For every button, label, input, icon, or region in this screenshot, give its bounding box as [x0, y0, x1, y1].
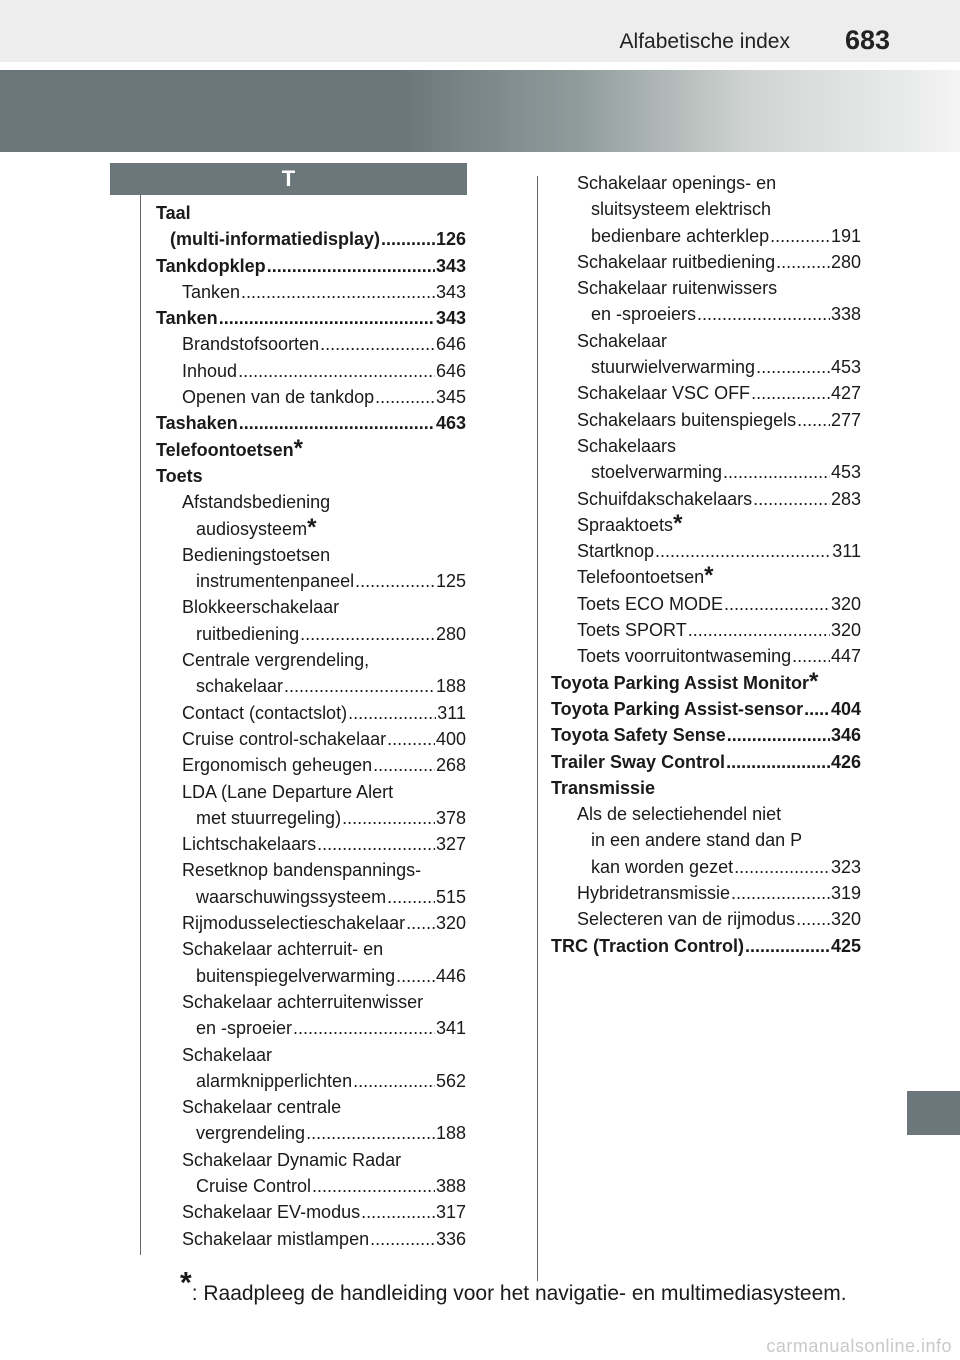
page-reference: 515 — [435, 886, 466, 907]
leader-dots — [688, 617, 830, 643]
entry-text: Toyota Safety Sense — [551, 725, 726, 746]
entry-text: audiosysteem — [196, 518, 308, 539]
index-entry — [156, 463, 466, 489]
page-reference: 343 — [435, 281, 466, 302]
leader-dots — [697, 301, 830, 327]
entry-text: Bedieningstoetsen — [182, 544, 331, 565]
entry-text: Toets — [156, 465, 203, 486]
footnote — [180, 1266, 847, 1306]
index-column-left — [156, 200, 466, 1252]
index-entry — [156, 752, 466, 778]
entry-text: Resetknop bandenspannings- — [182, 860, 422, 881]
entry-text: Telefoontoetsen — [577, 567, 705, 588]
entry-text: in een andere stand dan P — [591, 830, 803, 851]
index-entry — [551, 301, 861, 327]
entry-text: vergrendeling — [196, 1123, 306, 1144]
page-reference: 404 — [830, 698, 861, 719]
page-reference: 277 — [830, 409, 861, 430]
leader-dots — [387, 726, 435, 752]
leader-dots — [724, 591, 830, 617]
index-entry — [551, 433, 861, 459]
leader-dots — [381, 226, 435, 252]
leader-dots — [406, 910, 435, 936]
entry-text: Schakelaar — [182, 1044, 273, 1065]
page-reference: 320 — [435, 913, 466, 934]
leader-dots — [267, 253, 435, 279]
entry-text: Schakelaar openings- en — [577, 173, 777, 193]
index-entry — [156, 331, 466, 357]
page-reference: 320 — [830, 620, 861, 641]
index-entry — [551, 880, 861, 906]
leader-dots — [317, 831, 435, 857]
index-entry — [551, 249, 861, 275]
entry-text: Centrale vergrendeling, — [182, 650, 370, 671]
entry-text: Schuifdakschakelaars — [577, 488, 753, 509]
entry-text: Contact (contactslot) — [182, 702, 348, 723]
index-entry — [551, 223, 861, 249]
page-reference: 562 — [435, 1070, 466, 1091]
index-entry — [156, 305, 466, 331]
index-entry — [156, 936, 466, 962]
index-entry — [551, 617, 861, 643]
watermark: carmanualsonline.info — [766, 1336, 952, 1356]
page-reference: 646 — [435, 334, 466, 355]
entry-text: Tashaken — [156, 413, 238, 434]
page-reference: 453 — [830, 357, 861, 378]
page-number: 683 — [844, 25, 890, 55]
entry-text: Inhoud — [182, 360, 238, 381]
page-reference: 400 — [435, 728, 466, 749]
entry-text: Blokkeerschakelaar — [182, 597, 340, 618]
page-reference: 426 — [830, 751, 861, 772]
entry-text: Tanken — [156, 308, 218, 329]
entry-text: Telefoontoetsen — [156, 439, 294, 460]
index-entry — [156, 673, 466, 699]
index-entry — [551, 170, 861, 196]
entry-text: Schakelaar achterruit- en — [182, 939, 384, 960]
entry-text: (multi-informatiedisplay) — [170, 229, 381, 250]
page-reference: 343 — [435, 255, 466, 276]
leader-dots — [373, 752, 435, 778]
entry-text: Toets SPORT — [577, 620, 687, 641]
index-entry — [156, 200, 466, 226]
leader-dots — [396, 963, 435, 989]
page-reference: 463 — [435, 413, 466, 434]
page-reference: 341 — [435, 1018, 466, 1039]
index-entry: audiosysteem * — [196, 515, 317, 541]
index-entry — [156, 1147, 466, 1173]
entry-text: Toyota Parking Assist-sensor — [551, 698, 804, 719]
entry-text: sluitsysteem elektrisch — [591, 199, 772, 220]
index-entry — [156, 1226, 466, 1252]
index-entry: Telefoontoetsen * — [156, 436, 304, 462]
index-entry — [156, 410, 466, 436]
index-entry — [156, 1173, 466, 1199]
entry-text: Schakelaar — [577, 330, 668, 351]
index-entry — [156, 384, 466, 410]
index-entry — [156, 253, 466, 279]
index-entry: Toyota Parking Assist Monitor * — [551, 669, 819, 695]
page-reference: 268 — [435, 755, 466, 776]
entry-text: Schakelaar ruitbediening — [577, 251, 776, 272]
entry-text: en -sproeier — [196, 1018, 293, 1039]
entry-text: Toets voorruitontwaseming — [577, 646, 792, 667]
index-entry — [551, 749, 861, 775]
section-title: Alfabetische index — [619, 30, 790, 53]
page-reference: 320 — [830, 909, 861, 930]
index-entry — [551, 933, 861, 959]
index-entry — [156, 1094, 466, 1120]
index-entry — [156, 594, 466, 620]
index-entry — [551, 354, 861, 380]
index-entry: Spraaktoets * — [577, 511, 683, 537]
entry-text: alarmknipperlichten — [196, 1070, 353, 1091]
page-reference: 280 — [435, 623, 466, 644]
entry-text: Schakelaar EV-modus — [182, 1202, 361, 1223]
entry-text: Lichtschakelaars — [182, 834, 317, 855]
leader-dots — [312, 1173, 435, 1199]
entry-text: Brandstofsoorten — [182, 334, 320, 355]
index-entry: Telefoontoetsen * — [577, 564, 714, 590]
page-reference: 453 — [830, 462, 861, 483]
entry-text: instrumentenpaneel — [196, 571, 355, 592]
index-entry — [156, 489, 466, 515]
leader-dots — [796, 906, 830, 932]
entry-text: Selecteren van de rijmodus — [577, 909, 796, 930]
entry-text: Openen van de tankdop — [182, 387, 375, 408]
page-header — [0, 0, 960, 62]
entry-text: Toets ECO MODE — [577, 593, 724, 614]
page-reference: 427 — [830, 383, 861, 404]
index-entry — [551, 591, 861, 617]
index-entry — [156, 805, 466, 831]
entry-text: Cruise control-schakelaar — [182, 728, 387, 749]
page-reference: 338 — [830, 304, 861, 325]
entry-text: ruitbediening — [196, 623, 300, 644]
page-reference: 345 — [435, 387, 466, 408]
index-entry — [551, 196, 861, 222]
page-reference: 447 — [830, 646, 861, 667]
page-reference: 280 — [830, 251, 861, 272]
leader-dots — [219, 305, 435, 331]
footnote-star: * — [180, 1266, 192, 1300]
page-reference: 188 — [435, 676, 466, 697]
index-entry — [156, 700, 466, 726]
entry-text: Schakelaar VSC OFF — [577, 383, 751, 404]
entry-text: Schakelaar ruitenwissers — [577, 278, 778, 299]
entry-text: stuurwielverwarming — [591, 357, 756, 378]
index-entry — [551, 643, 861, 669]
leader-dots — [306, 1120, 435, 1146]
entry-text: schakelaar — [196, 676, 284, 697]
page-reference: 319 — [830, 883, 861, 904]
entry-text: Toyota Parking Assist Monitor — [551, 672, 810, 693]
entry-text: Rijmodusselectieschakelaar — [182, 913, 406, 934]
leader-dots — [723, 459, 830, 485]
entry-text: Hybridetransmissie — [577, 883, 731, 904]
index-entry — [551, 906, 861, 932]
page-reference: 323 — [830, 856, 861, 877]
index-entry — [551, 459, 861, 485]
page-reference: 317 — [435, 1202, 466, 1223]
leader-dots — [238, 358, 435, 384]
entry-text: Startknop — [577, 541, 655, 562]
leader-dots — [375, 384, 435, 410]
page-reference: 446 — [435, 965, 466, 986]
leader-dots — [727, 722, 830, 748]
entry-text: Ergonomisch geheugen — [182, 755, 373, 776]
index-entry — [551, 380, 861, 406]
index-entry — [551, 722, 861, 748]
column-divider — [537, 176, 538, 1281]
page-reference: 343 — [435, 308, 466, 329]
entry-text: waarschuwingssysteem — [196, 886, 387, 907]
index-entry — [156, 1120, 466, 1146]
entry-text: LDA (Lane Departure Alert — [182, 781, 394, 802]
entry-text: Schakelaar Dynamic Radar — [182, 1149, 402, 1170]
leader-dots — [797, 407, 830, 433]
leader-dots — [792, 643, 830, 669]
index-entry — [156, 358, 466, 384]
leader-dots — [776, 249, 830, 275]
index-entry — [551, 775, 861, 801]
entry-text: Schakelaars buitenspiegels — [577, 409, 797, 430]
index-letter-header: T — [110, 163, 467, 195]
entry-text: Schakelaar centrale — [182, 1097, 342, 1118]
leader-dots — [731, 880, 830, 906]
entry-text: kan worden gezet — [591, 856, 734, 877]
leader-dots — [342, 805, 435, 831]
entry-text: Schakelaar achterruitenwisser — [182, 991, 424, 1012]
entry-text: en -sproeiers — [591, 304, 697, 325]
page-reference: 126 — [435, 229, 466, 250]
index-entry — [156, 963, 466, 989]
entry-text: Schakelaar mistlampen — [182, 1228, 370, 1249]
decorative-banner — [0, 70, 960, 152]
index-entry — [156, 1199, 466, 1225]
index-entry — [156, 1068, 466, 1094]
index-entry — [156, 647, 466, 673]
entry-text: Tankdopklep — [156, 255, 266, 276]
leader-dots — [387, 884, 435, 910]
index-entry — [551, 696, 861, 722]
page-reference: 283 — [830, 488, 861, 509]
footnote-text: : Raadpleeg de handleiding voor het navigatie- en multimediasysteem. — [191, 1282, 847, 1305]
index-entry — [156, 621, 466, 647]
index-entry — [156, 279, 466, 305]
leader-dots — [753, 486, 830, 512]
entry-text: met stuurregeling) — [196, 807, 342, 828]
index-entry — [156, 989, 466, 1015]
index-column-right — [551, 170, 861, 959]
index-entry — [551, 827, 861, 853]
page-reference: 646 — [435, 360, 466, 381]
leader-dots — [300, 621, 435, 647]
index-entry — [156, 910, 466, 936]
page-reference: 311 — [832, 541, 861, 562]
page-reference: 425 — [830, 935, 861, 956]
index-entry — [551, 854, 861, 880]
leader-dots — [293, 1015, 435, 1041]
leader-dots — [734, 854, 830, 880]
page-reference: 125 — [435, 571, 466, 592]
index-entry — [551, 407, 861, 433]
left-margin-rule — [140, 195, 141, 1255]
leader-dots — [239, 410, 435, 436]
entry-text: buitenspiegelverwarming — [196, 965, 396, 986]
leader-dots — [361, 1199, 435, 1225]
leader-dots — [756, 354, 830, 380]
leader-dots — [355, 568, 435, 594]
leader-dots — [804, 696, 830, 722]
entry-text: Als de selectiehendel niet — [577, 804, 782, 825]
index-entry — [551, 328, 861, 354]
page-reference: 191 — [830, 225, 861, 246]
leader-dots — [370, 1226, 435, 1252]
leader-dots — [745, 933, 830, 959]
index-entry — [551, 538, 861, 564]
index-entry — [156, 726, 466, 752]
entry-text: Schakelaars — [577, 435, 677, 456]
entry-text: Trailer Sway Control — [551, 751, 726, 772]
entry-text: bedienbare achterklep — [591, 225, 770, 246]
entry-text: Afstandsbediening — [182, 492, 331, 513]
index-entry — [156, 1015, 466, 1041]
page-reference: 378 — [435, 807, 466, 828]
index-entry — [156, 226, 466, 252]
entry-text: Tanken — [182, 281, 241, 302]
index-entry — [156, 884, 466, 910]
page-reference: 336 — [435, 1228, 466, 1249]
page-reference: 311 — [437, 702, 466, 723]
entry-text: Spraaktoets — [577, 514, 674, 535]
entry-text: Cruise Control — [196, 1175, 312, 1196]
index-entry — [551, 486, 861, 512]
leader-dots — [348, 700, 436, 726]
leader-dots — [770, 223, 830, 249]
entry-text: TRC (Traction Control) — [551, 935, 744, 956]
index-entry — [156, 1042, 466, 1068]
leader-dots — [241, 279, 435, 305]
index-entry — [156, 568, 466, 594]
leader-dots — [751, 380, 830, 406]
leader-dots — [320, 331, 435, 357]
page-reference: 188 — [435, 1123, 466, 1144]
index-entry — [156, 542, 466, 568]
index-entry — [156, 857, 466, 883]
leader-dots — [726, 749, 830, 775]
page-reference: 388 — [435, 1175, 466, 1196]
index-entry — [156, 779, 466, 805]
index-entry — [551, 801, 861, 827]
entry-text: Transmissie — [551, 777, 656, 798]
chapter-thumb-tab — [907, 1091, 960, 1135]
leader-dots — [353, 1068, 435, 1094]
page-reference: 346 — [830, 725, 861, 746]
entry-text: Taal — [156, 203, 191, 223]
leader-dots — [284, 673, 435, 699]
index-entry — [551, 275, 861, 301]
index-entry — [156, 831, 466, 857]
leader-dots — [655, 538, 831, 564]
entry-text: stoelverwarming — [591, 462, 723, 483]
page-reference: 320 — [830, 593, 861, 614]
page-reference: 327 — [435, 834, 466, 855]
